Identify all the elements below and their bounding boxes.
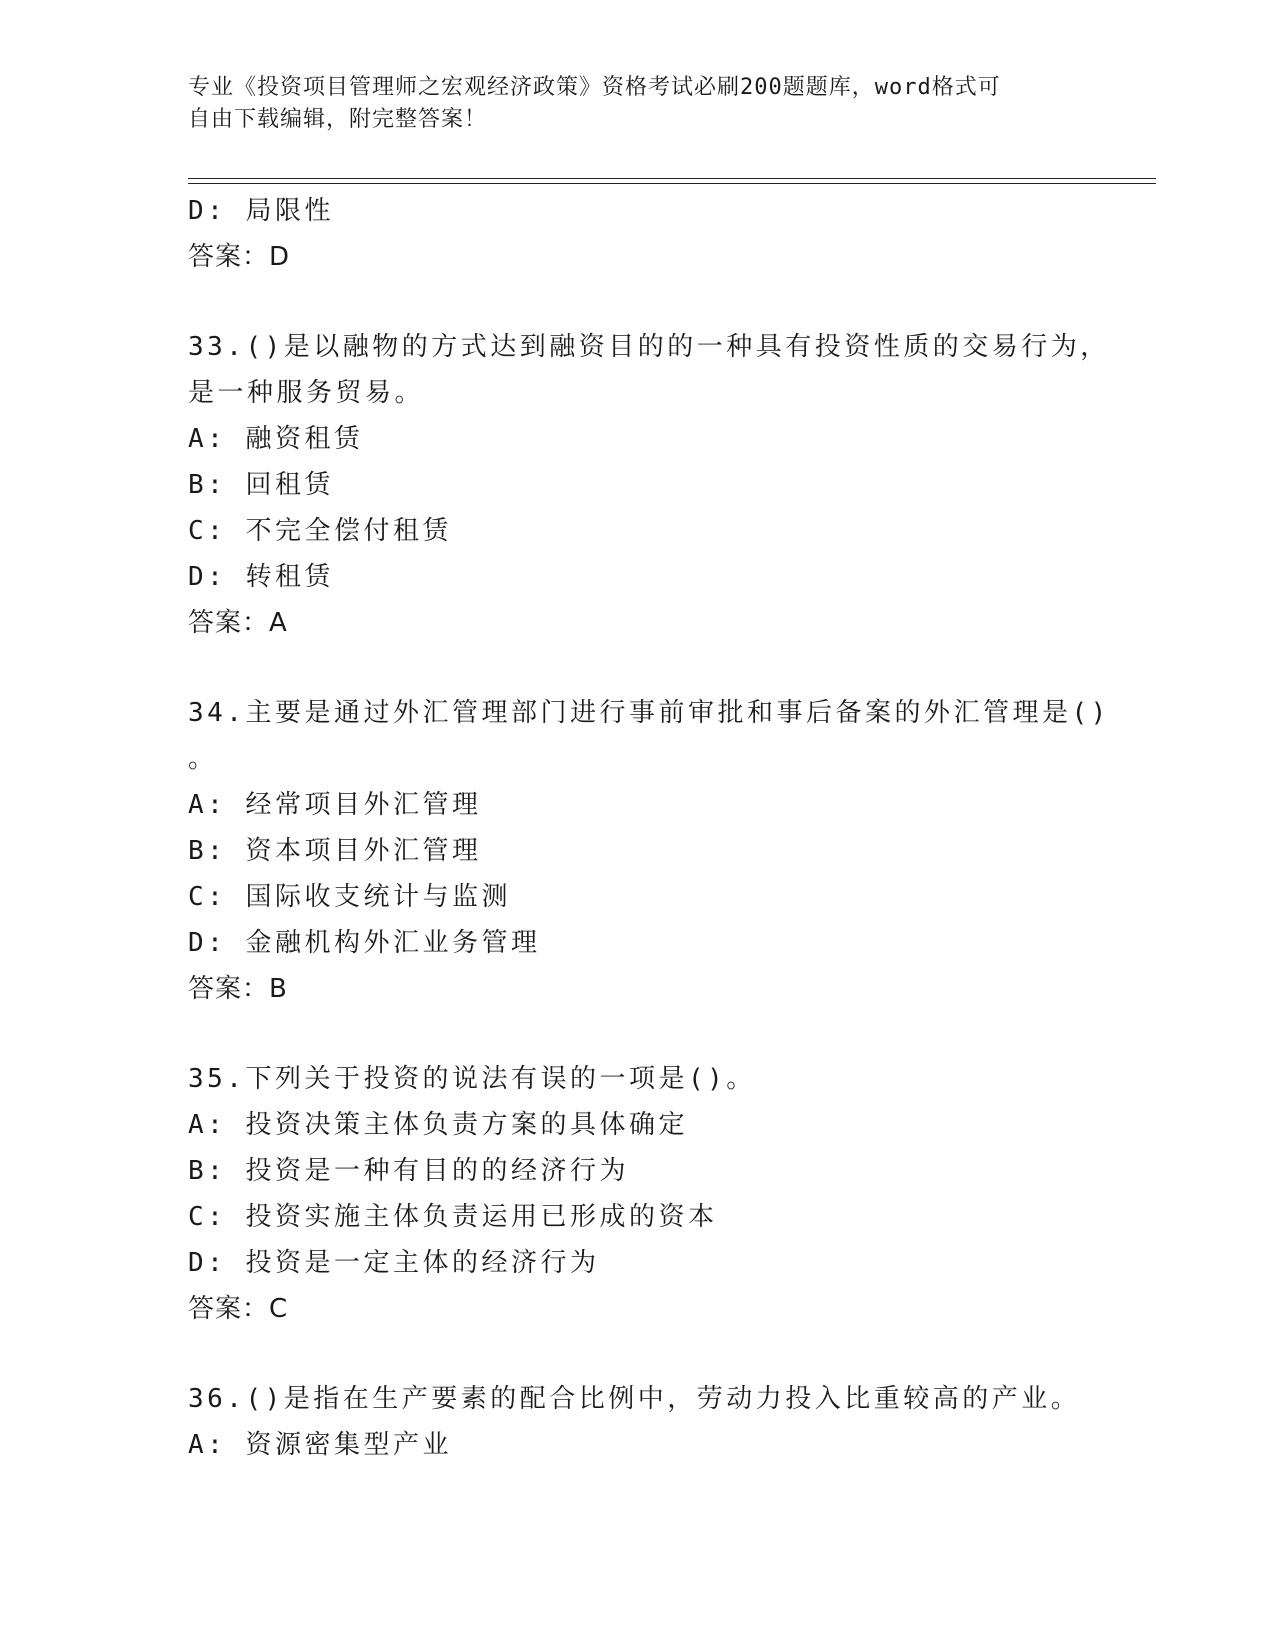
question-34: [188, 690, 1110, 1012]
header-divider-bottom: [188, 183, 1156, 184]
option-d: D: 局限性: [188, 196, 334, 226]
answer-line: 答案：C: [188, 1294, 289, 1324]
header-line-2: 自由下载编辑，附完整答案！: [188, 107, 488, 132]
option-a: A: 经常项目外汇管理: [188, 790, 482, 820]
question-text: 34.主要是通过外汇管理部门进行事前审批和事后备案的外汇管理是(): [188, 698, 1110, 728]
question-content: [188, 188, 1110, 1468]
question-text-cont: 是一种服务贸易。: [188, 378, 425, 408]
question-text: 35.下列关于投资的说法有误的一项是()。: [188, 1064, 756, 1094]
option-d: D: 金融机构外汇业务管理: [188, 928, 541, 958]
page-header: [188, 72, 1068, 136]
answer-line: 答案：D: [188, 242, 291, 272]
question-35: [188, 1056, 1088, 1332]
option-d: D: 投资是一定主体的经济行为: [188, 1248, 600, 1278]
answer-line: 答案：A: [188, 608, 288, 638]
option-a: A: 资源密集型产业: [188, 1430, 452, 1460]
option-a: A: 投资决策主体负责方案的具体确定: [188, 1110, 688, 1140]
option-a: A: 融资租赁: [188, 424, 364, 454]
option-b: B: 投资是一种有目的的经济行为: [188, 1156, 629, 1186]
answer-line: 答案：B: [188, 974, 288, 1004]
question-text: 33.()是以融物的方式达到融资目的的一种具有投资性质的交易行为，: [188, 332, 1110, 362]
option-b: B: 资本项目外汇管理: [188, 836, 482, 866]
header-divider-top: [188, 178, 1156, 179]
option-d: D: 转租赁: [188, 562, 334, 592]
option-c: C: 国际收支统计与监测: [188, 882, 511, 912]
question-36: [188, 1376, 1088, 1468]
option-c: C: 不完全偿付租赁: [188, 516, 452, 546]
option-c: C: 投资实施主体负责运用已形成的资本: [188, 1202, 718, 1232]
question-text-cont: 。: [188, 744, 218, 774]
header-line-1: 专业《投资项目管理师之宏观经济政策》资格考试必刷200题题库，word格式可: [188, 75, 1001, 100]
question-33: [188, 324, 1110, 646]
option-b: B: 回租赁: [188, 470, 334, 500]
question-text: 36.()是指在生产要素的配合比例中，劳动力投入比重较高的产业。: [188, 1384, 1081, 1414]
